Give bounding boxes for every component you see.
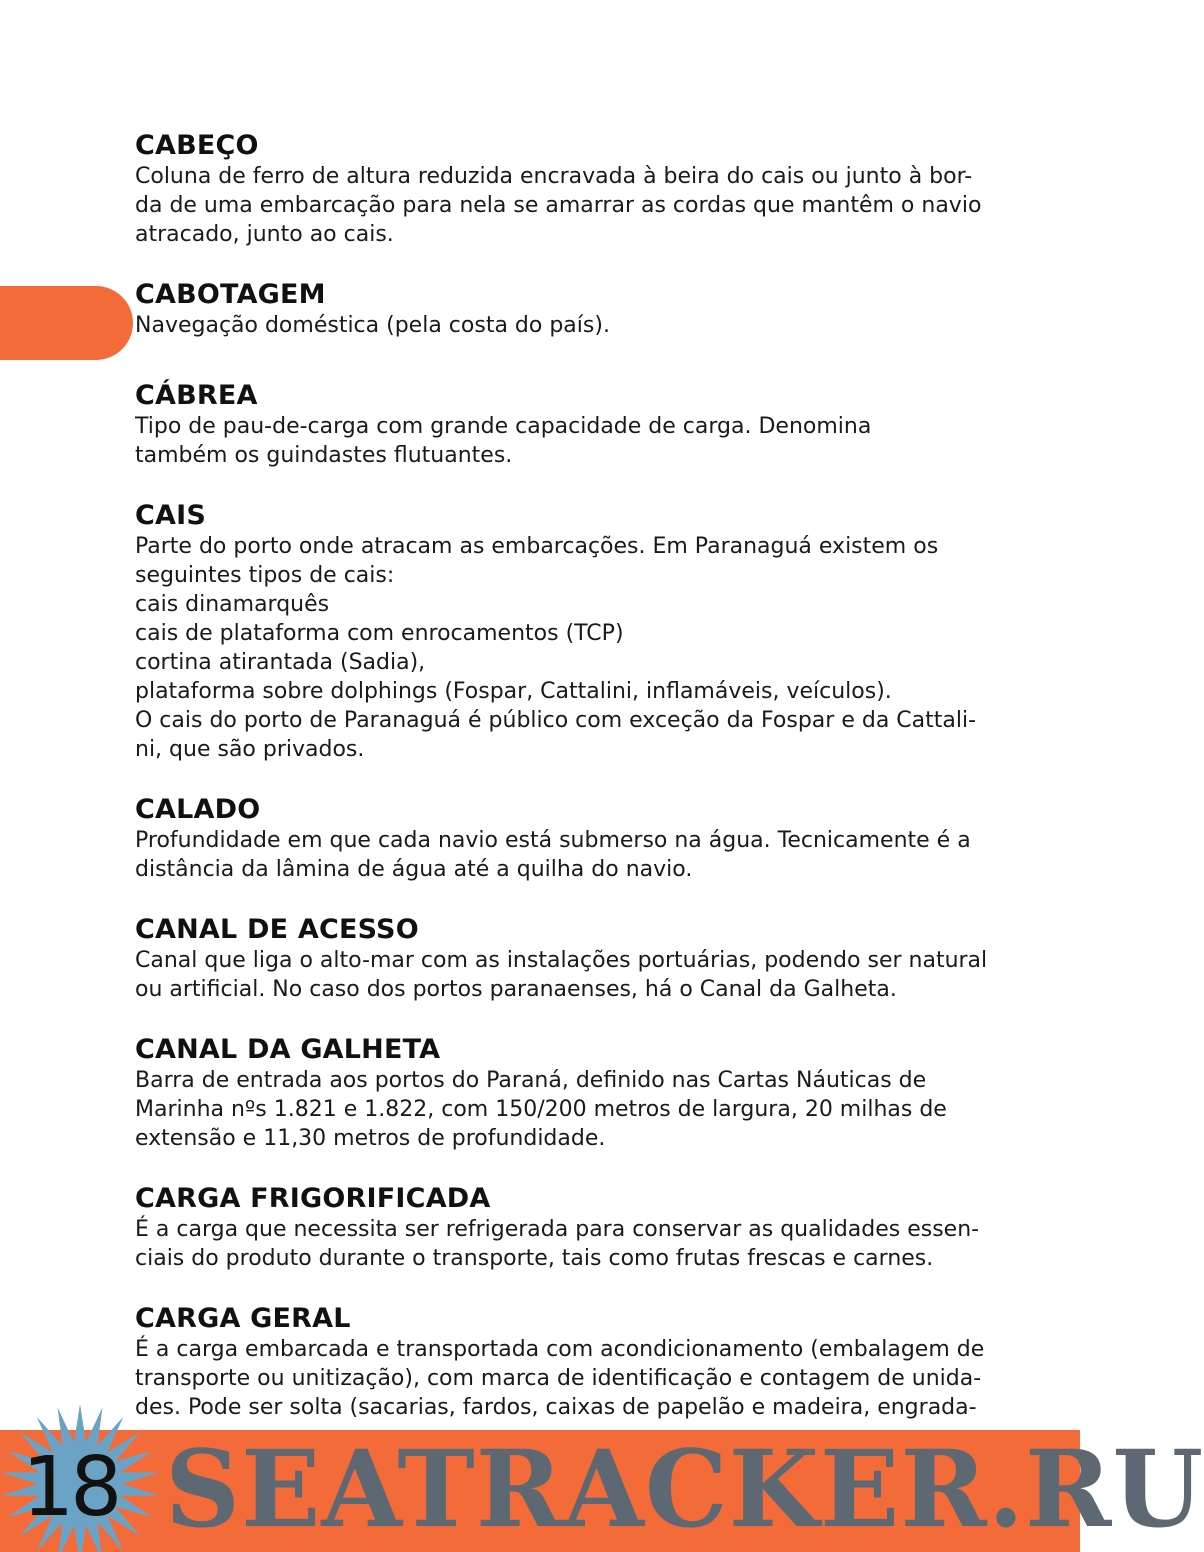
definition-line: Tipo de pau-de-carga com grande capacidade de carga. Denomina [135, 414, 872, 439]
glossary-term: CÁBREA [135, 380, 258, 411]
definition-line: da de uma embarcação para nela se amarrar as cordas que mantêm o navio [135, 193, 982, 218]
glossary-entry [135, 1034, 947, 1153]
definition-line: des. Pode ser solta (sacarias, fardos, caixas de papelão e madeira, engrada- [135, 1395, 977, 1420]
glossary-entry [135, 914, 988, 1004]
definition-line: Parte do porto onde atracam as embarcações. Em Paranaguá existem os [135, 534, 939, 559]
glossary-term: CARGA GERAL [135, 1303, 351, 1334]
glossary-term: CABOTAGEM [135, 279, 326, 310]
glossary-entry [135, 279, 947, 340]
definition-line: cais de plataforma com enrocamentos (TCP) [135, 621, 624, 646]
definition-line: Navegação doméstica (pela costa do país). [135, 313, 610, 338]
definition-line: também os guindastes flutuantes. [135, 443, 513, 468]
glossary-entry [135, 130, 982, 249]
glossary-entry [135, 1183, 980, 1273]
glossary-term: CANAL DE ACESSO [135, 914, 419, 945]
definition-line: distância da lâmina de água até a quilha do navio. [135, 857, 693, 882]
definition-line: É a carga embarcada e transportada com acondicionamento (embalagem de [135, 1337, 985, 1362]
definition-line: seguintes tipos de cais: [135, 563, 395, 588]
definition-line: O cais do porto de Paranaguá é público com exceção da Fospar e da Cattali- [135, 708, 977, 733]
definition-line: É a carga que necessita ser refrigerada para conservar as qualidades essen- [135, 1217, 980, 1242]
definition-line: transporte ou unitização), com marca de identificação e contagem de unida- [135, 1366, 982, 1391]
definition-line: Profundidade em que cada navio está submerso na água. Tecnicamente é a [135, 828, 971, 853]
glossary-entry [135, 380, 947, 470]
definition-line: extensão e 11,30 metros de profundidade. [135, 1126, 606, 1151]
page-number: 18 [22, 1440, 119, 1535]
glossary-term: CALADO [135, 794, 261, 825]
definition-line: ni, que são privados. [135, 737, 365, 762]
glossary-term: CAIS [135, 500, 207, 531]
definition-line: cortina atirantada (Sadia), [135, 650, 426, 675]
glossary-term: CANAL DA GALHETA [135, 1034, 441, 1065]
glossary-content [135, 130, 988, 1452]
glossary-entry [135, 794, 971, 884]
definition-line: Marinha nºs 1.821 e 1.822, com 150/200 metros de largura, 20 milhas de [135, 1097, 947, 1122]
definition-line: cais dinamarquês [135, 592, 330, 617]
definition-line: plataforma sobre dolphings (Fospar, Cattalini, inflamáveis, veículos). [135, 679, 892, 704]
side-tab-marker [0, 286, 133, 360]
glossary-term: CARGA FRIGORIFICADA [135, 1183, 491, 1214]
glossary-entry [135, 1303, 985, 1422]
definition-line: ou artificial. No caso dos portos paranaenses, há o Canal da Galheta. [135, 977, 897, 1002]
definition-line: atracado, junto ao cais. [135, 222, 394, 247]
glossary-entry [135, 500, 977, 764]
definition-line: Barra de entrada aos portos do Paraná, definido nas Cartas Náuticas de [135, 1068, 927, 1093]
definition-line: Canal que liga o alto-mar com as instalações portuárias, podendo ser natural [135, 948, 988, 973]
glossary-term: CABEÇO [135, 130, 259, 161]
definition-line: Coluna de ferro de altura reduzida encravada à beira do cais ou junto à bor- [135, 164, 973, 189]
watermark-logo: SEATRACKER.RU [165, 1425, 1204, 1552]
definition-line: ciais do produto durante o transporte, tais como frutas frescas e carnes. [135, 1246, 934, 1271]
